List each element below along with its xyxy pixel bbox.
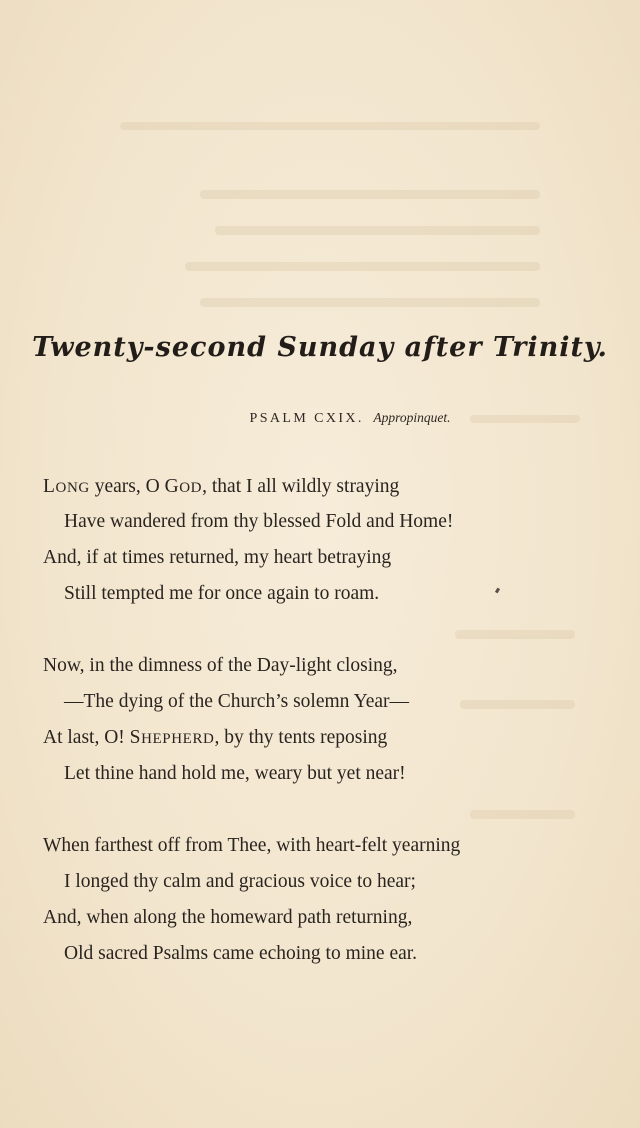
stanza-1-line-4: Still tempted me for once again to roam. — [64, 583, 380, 604]
stanza-2-line-4: Let thine hand hold me, weary but yet near! — [64, 763, 406, 784]
page-title: Twenty-second Sunday after Trinity. — [32, 332, 608, 363]
stanza-2-line-1: Now, in the dimness of the Day-light closing, — [43, 655, 398, 676]
shepherd-word: SHEPHERD — [129, 727, 215, 748]
psalm-heading — [0, 408, 640, 429]
god-word: GOD — [164, 476, 203, 497]
psalm-reference: PSALM CXIX. — [249, 411, 364, 426]
stanza-1-line-3: And, if at times returned, my heart betraying — [43, 547, 392, 568]
psalm-latin-incipit: Appropinquet. — [373, 410, 451, 425]
stanza-3-line-2: I longed thy calm and gracious voice to hear; — [64, 871, 416, 892]
stanza-2-line-2: —The dying of the Church’s solemn Year— — [64, 691, 410, 712]
stanza-1-line-1: LONG years, O GOD, that I all wildly straying — [43, 476, 400, 497]
stanza-3-line-3: And, when along the homeward path returning, — [43, 907, 413, 928]
stanza-3-line-4: Old sacred Psalms came echoing to mine ear. — [64, 943, 418, 964]
stanza-1-lead-word: LONG — [43, 476, 90, 497]
stanza-1-line-2: Have wandered from thy blessed Fold and Home! — [64, 511, 454, 532]
stanza-3-line-1: When farthest off from Thee, with heart-felt yearning — [43, 835, 461, 856]
ink-speck — [495, 588, 500, 594]
stanza-2-line-3: At last, O! SHEPHERD, by thy tents reposing — [43, 727, 388, 748]
